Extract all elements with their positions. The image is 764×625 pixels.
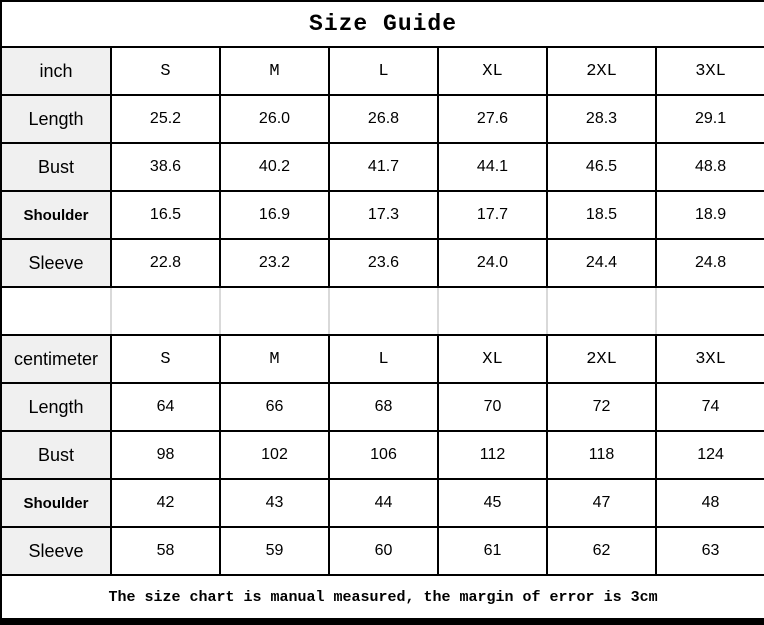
row-label: Bust <box>1 431 111 479</box>
spacer-row <box>1 287 764 335</box>
spacer-cell <box>656 287 764 335</box>
cell-value: 41.7 <box>329 143 438 191</box>
cell-value: 72 <box>547 383 656 431</box>
title-row <box>1 1 764 47</box>
cell-value: 17.3 <box>329 191 438 239</box>
cell-value: 44 <box>329 479 438 527</box>
cell-value: 24.4 <box>547 239 656 287</box>
cell-value: 124 <box>656 431 764 479</box>
cell-value: 48 <box>656 479 764 527</box>
spacer-cell <box>111 287 220 335</box>
size-header-3xl: 3XL <box>656 47 764 95</box>
table-row-inch-length <box>1 95 764 143</box>
cell-value: 48.8 <box>656 143 764 191</box>
inch-header-row <box>1 47 764 95</box>
cell-value: 68 <box>329 383 438 431</box>
size-header-2xl: 2XL <box>547 47 656 95</box>
size-header-l: L <box>329 47 438 95</box>
cell-value: 18.9 <box>656 191 764 239</box>
cell-value: 38.6 <box>111 143 220 191</box>
spacer-cell <box>220 287 329 335</box>
cell-value: 70 <box>438 383 547 431</box>
spacer-cell <box>329 287 438 335</box>
cell-value: 44.1 <box>438 143 547 191</box>
cell-value: 66 <box>220 383 329 431</box>
size-header-xl: XL <box>438 335 547 383</box>
cell-value: 22.8 <box>111 239 220 287</box>
cell-value: 26.0 <box>220 95 329 143</box>
cell-value: 16.5 <box>111 191 220 239</box>
cell-value: 23.6 <box>329 239 438 287</box>
cell-value: 106 <box>329 431 438 479</box>
row-label: Shoulder <box>1 479 111 527</box>
bottom-bar <box>0 620 764 625</box>
row-label: Sleeve <box>1 239 111 287</box>
spacer-cell <box>438 287 547 335</box>
cell-value: 98 <box>111 431 220 479</box>
cell-value: 64 <box>111 383 220 431</box>
cell-value: 46.5 <box>547 143 656 191</box>
cell-value: 18.5 <box>547 191 656 239</box>
spacer-cell <box>547 287 656 335</box>
row-label: Shoulder <box>1 191 111 239</box>
row-label: Sleeve <box>1 527 111 575</box>
table-row-inch-bust <box>1 143 764 191</box>
row-label: Bust <box>1 143 111 191</box>
footer-note: The size chart is manual measured, the margin of error is 3cm <box>1 575 764 619</box>
size-header-s: S <box>111 335 220 383</box>
cell-value: 29.1 <box>656 95 764 143</box>
spacer-cell <box>1 287 111 335</box>
footer-row <box>1 575 764 619</box>
cell-value: 25.2 <box>111 95 220 143</box>
table-row-inch-shoulder <box>1 191 764 239</box>
table-row-inch-sleeve <box>1 239 764 287</box>
cell-value: 27.6 <box>438 95 547 143</box>
size-header-2xl: 2XL <box>547 335 656 383</box>
unit-label-centimeter: centimeter <box>1 335 111 383</box>
table-row-cm-shoulder <box>1 479 764 527</box>
cell-value: 40.2 <box>220 143 329 191</box>
centimeter-header-row <box>1 335 764 383</box>
page-title: Size Guide <box>1 1 764 47</box>
cell-value: 23.2 <box>220 239 329 287</box>
cell-value: 24.8 <box>656 239 764 287</box>
cell-value: 60 <box>329 527 438 575</box>
cell-value: 26.8 <box>329 95 438 143</box>
size-header-xl: XL <box>438 47 547 95</box>
cell-value: 58 <box>111 527 220 575</box>
cell-value: 74 <box>656 383 764 431</box>
cell-value: 62 <box>547 527 656 575</box>
cell-value: 59 <box>220 527 329 575</box>
cell-value: 102 <box>220 431 329 479</box>
size-header-l: L <box>329 335 438 383</box>
cell-value: 28.3 <box>547 95 656 143</box>
cell-value: 112 <box>438 431 547 479</box>
cell-value: 63 <box>656 527 764 575</box>
cell-value: 118 <box>547 431 656 479</box>
cell-value: 24.0 <box>438 239 547 287</box>
cell-value: 16.9 <box>220 191 329 239</box>
cell-value: 17.7 <box>438 191 547 239</box>
cell-value: 47 <box>547 479 656 527</box>
size-header-s: S <box>111 47 220 95</box>
row-label: Length <box>1 383 111 431</box>
table-row-cm-sleeve <box>1 527 764 575</box>
size-header-m: M <box>220 47 329 95</box>
row-label: Length <box>1 95 111 143</box>
cell-value: 42 <box>111 479 220 527</box>
cell-value: 61 <box>438 527 547 575</box>
size-header-m: M <box>220 335 329 383</box>
table-row-cm-length <box>1 383 764 431</box>
unit-label-inch: inch <box>1 47 111 95</box>
size-header-3xl: 3XL <box>656 335 764 383</box>
table-row-cm-bust <box>1 431 764 479</box>
cell-value: 43 <box>220 479 329 527</box>
cell-value: 45 <box>438 479 547 527</box>
